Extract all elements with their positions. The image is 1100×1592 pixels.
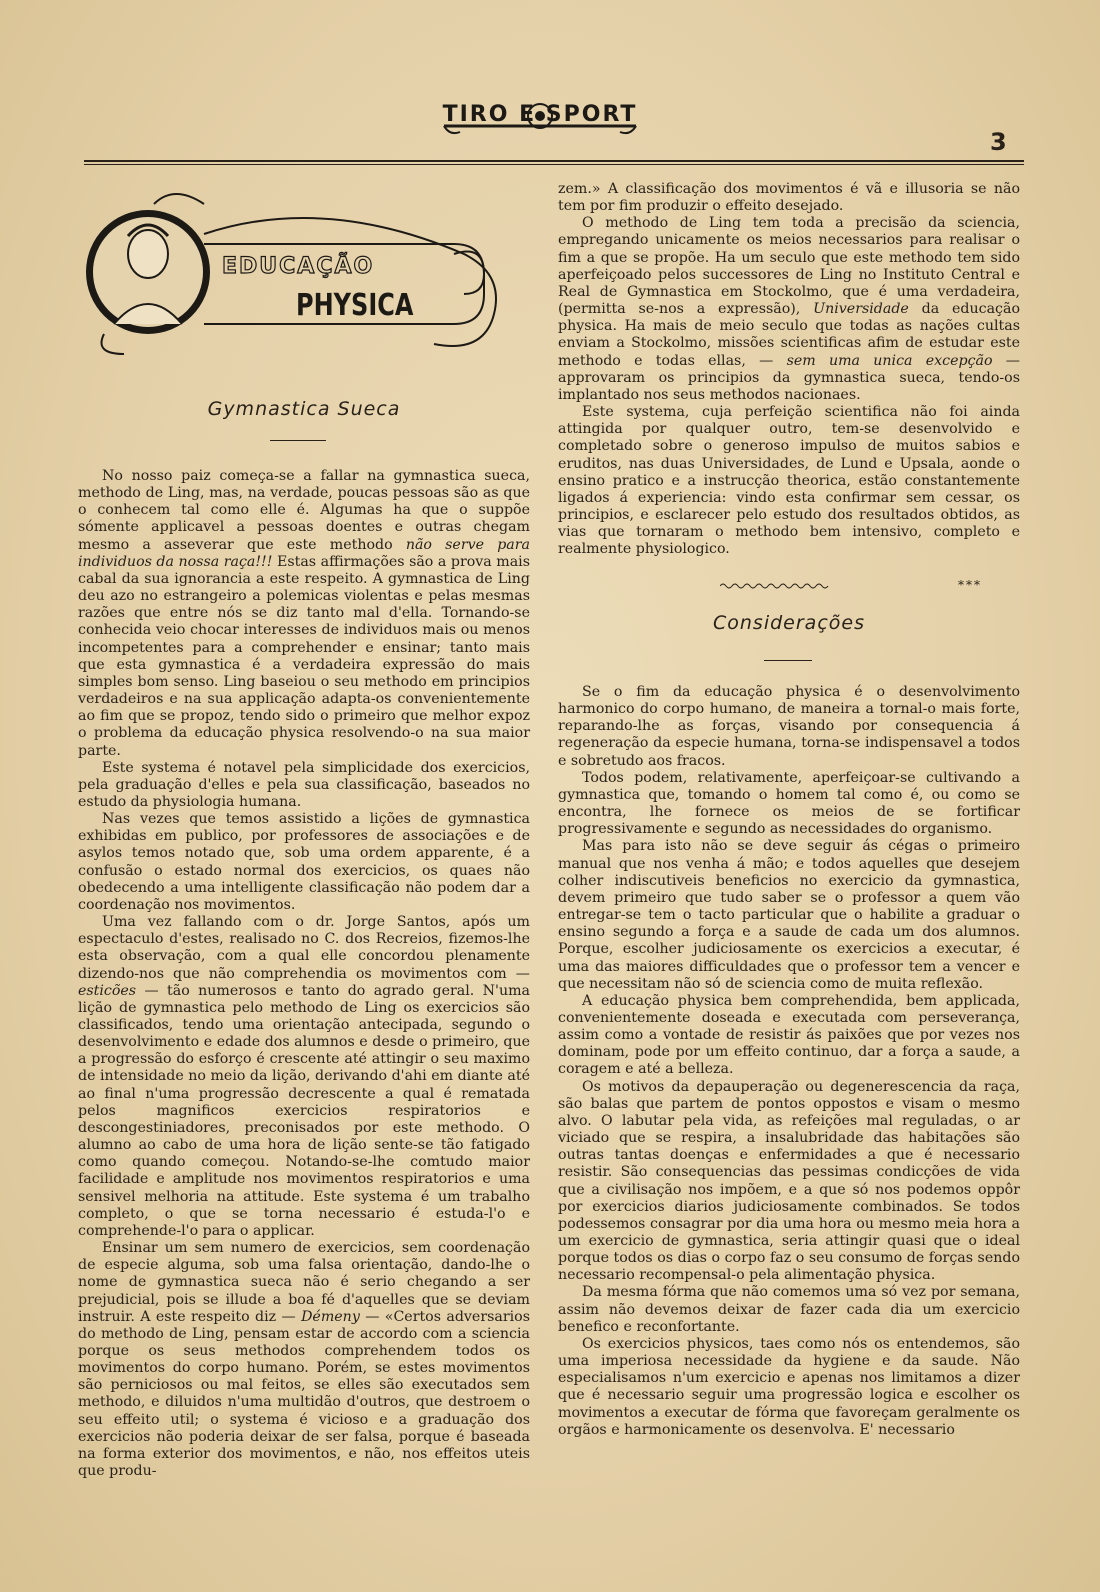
article1-paragraph-2: Este systema é notavel pela simplicidade dos exercicios, pela graduação d'elles e pela sua classificação, baseados no estudo da physiologia humana. [78, 759, 530, 810]
article1-column-left [78, 468, 530, 1480]
article2-paragraph-6: Da mesma fórma que não comemos uma só vez por semana, assim não devemos deixar de fazer cada dia um exercicio benefico e reconfortante. [558, 1284, 1020, 1335]
article1-paragraph-4: Uma vez fallando com o dr. Jorge Santos, após um espectaculo d'estes, realisado no C. dos Recreios, fizemos-lhe esta observação, com a qual elle concordou plenamente dizendo-nos que não comprehendia os movimentos com — esticões — tão numerosos e tanto do agrado geral. N'uma lição de gymnastica pelo methodo de Ling os exercicios são classificados, tendo uma orientação antecipada, segundo o desenvolvimento e edade dos alumnos e desde o primeiro, que a progressão do esforço é crescente até attingir o seu maximo de intensidade no meio da lição, derivando d'ahi em diante até ao final n'uma progressão decrescente a qual é rematada pelos magnificos exercicios respiratorios e descongestiniadores, preconisados por este methodo. O alumno ao cabo de uma hora de lição sente-se tão fatigado como quando começou. Notando-se-lhe comtudo maior facilidade e amplitude nos movimentos respiratorios e uma sensivel melhoria na attitude. Este systema é um trabalho completo, o que se torna necessario é estuda-l'o e comprehende-l'o para o applicar. [78, 914, 530, 1239]
article2-paragraph-7: Os exercicios physicos, taes como nós os entendemos, são uma imperiosa necessidade da hygiene e da saude. Não especialisamos n'um exercicio e apenas nos limitamos a dizer que é necessario seguir uma progressão logica e escolher os movimentos a executar de fórma que favoreçam geralmente os orgãos e harmonicamente os desenvolva. E' necessario [558, 1335, 1020, 1438]
article1-paragraph-8: Este systema, cuja perfeição scientifica não foi ainda attingida por qualquer outro, tem-se desenvolvido e completado sobre o generoso impulso de muitos sabios e eruditos, nas duas Universidades, de Lund e Upsala, aonde o ensino pratico e a instrucção theorica, estão constantemente ligados á experiencia: vindo esta confirmar sem cessar, os principios, e esclarecer pelo estudo dos resultados obtidos, as vias que tornaram o methodo bem intensivo, completo e realmente physiologico. [558, 404, 1020, 558]
article1-paragraph-7: O methodo de Ling tem toda a precisão da sciencia, empregando unicamente os meios necessarios para realisar o fim a que se propõe. Ha um seculo que este methodo tem sido aperfeiçoado pelos successores de Ling no Instituto Central e Real de Gymnastica em Stockolmo, que é uma verdadeira, (permitta se-nos a expressão), Universidade da educação physica. Ha mais de meio seculo que todas as nações cultas enviam a Stockolmo, missões scientificas afim de estudar este methodo e todas ellas, — sem uma unica excepção — approvaram os principios da gymnastica sueca, tendo-os implantado nos seus methodos nacionaes. [558, 215, 1021, 403]
article2-column [558, 684, 1020, 1439]
wave-separator [720, 582, 830, 590]
article2-paragraph-1: Se o fim da educação physica é o desenvolvimento harmonico do corpo humano, de maneira a tornal-o mais forte, reparando-lhe as forças, visando por consequencia á regeneração da especie humana, torna-se indispensavel a todos e sobretudo aos fracos. [558, 684, 1020, 769]
masthead-title: TIRO E SPORT [442, 102, 638, 127]
article2-paragraph-4: A educação physica bem comprehendida, bem applicada, convenientemente doseada e executada com perseverança, assim como a vontade de resistir ás paixões que por vezes nos dominam, pode por um effeito continuo, dar a força a saude, a coragem e até a belleza. [558, 992, 1020, 1078]
article1-title: Gymnastica Sueca [207, 398, 401, 420]
article2-title: Considerações [713, 612, 865, 634]
article1-paragraph-6: zem.» A classificação dos movimentos é vã e illusoria se não tem por fim produzir o effeito desejado. [558, 181, 1020, 215]
section-heading-line1: EDUCAÇÃO [222, 254, 375, 279]
article2-paragraph-3: Mas para isto não se deve seguir ás cégas o primeiro manual que nos venha á mão; e todos aquelles que desejem colher indiscutiveis beneficios no exercicio da gymnastica, devem primeiro que tudo saber se o professor a quem vão entregar-se tem o tacto particular que o habilite a graduar o ensino segundo a força e a saude de cada um dos alumnos. Porque, escolher judiciosamente os exercicios a executar, é uma das maiores difficuldades que o professor tem a vencer e que necessitam não só de sciencia como de muita reflexão. [558, 838, 1020, 992]
article1-title-rule [270, 440, 326, 441]
masthead-logo [440, 96, 640, 146]
article2-title-rule [764, 660, 812, 661]
article1-signature: *** [958, 578, 982, 592]
article2-paragraph-2: Todos podem, relativamente, aperfeiçoar-se cultivando a gymnastica que, tomando o homem tal como é, ou como se encontra, lhe fornece os meios de se fortificar progressivamente e segundo as necessidades do organismo. [558, 769, 1020, 838]
header-rule-thin [84, 164, 1024, 165]
page-number: 3 [990, 128, 1007, 156]
article1-paragraph-3: Nas vezes que temos assistido a lições de gymnastica exhibidas em publico, por professores de associações e de asylos temos notado que, sob uma ordem apparente, é a confusão o estado normal dos exercicios, os quaes não obedecendo a uma intelligente classificação não podem dar a coordenação nos movimentos. [78, 811, 530, 913]
article1-paragraph-5: Ensinar um sem numero de exercicios, sem coordenação de especie alguma, sob uma falsa orientação, dando-lhe o nome de gymnastica sueca não é serio chegando a ser prejudicial, pois se illude a boa fé d'aquelles que se deviam instruir. A este respeito diz — Démeny — «Certos adversarios do methodo de Ling, pensam estar de accordo com a sciencia porque os seus methodos comprehendem todos os movimentos do corpo humano. Porém, se estes movimentos são perniciosos ou mal feitos, se elles são executados sem methodo, e diluidos n'uma multidão d'outros, que destroem o seu effeito util; o systema é vicioso e a graduação dos exercicios não poderia deixar de ser falsa, porque é baseada na forma exterior dos movimentos, e não, nos effeitos uteis que produ- [78, 1240, 530, 1480]
section-heading-line2: PHYSICA [296, 288, 414, 323]
header-rule [84, 160, 1024, 162]
article2-paragraph-5: Os motivos da depauperação ou degenerescencia da raça, são balas que partem de pontos oppostos e visam o mesmo alvo. O labutar pela vida, as refeições mal reguladas, o ar viciado que se respira, a insalubridade das habitações são outras tantas doenças e enfermidades a que é necessario resistir. São consequencias das pessimas condicções de vida que a civilisação nos impõem, e a que só nos podemos oppôr por exercicios diarios judiciosamente combinados. Se todos podessemos consagrar por dia uma hora ou mesmo meia hora a um exercicio de gymnastica, seria attingir quasi que o ideal porque todos os dias o corpo faz o seu consumo de forças sendo necessario recompensal-o pela alimentação physica. [558, 1078, 1020, 1284]
article1-paragraph-1: No nosso paiz começa-se a fallar na gymnastica sueca, methodo de Ling, mas, na verdade, poucas pessoas são as que o conhecem tal como elle é. Algumas ha que o suppõe sómente applicavel a pessoas doentes e outras chegam mesmo a asseverar que este methodo não serve para individuos da nossa raça!!! Estas affirmações são a prova mais cabal da sua ignorancia a este respeito. A gymnastica de Ling deu azo no estrangeiro a polemicas violentas e pelas mesmas razões que entre nós se diz tanto mal d'ella. Tornando-se conhecida veio chocar interesses de individuos mais ou menos incompetentes para a comprehender e ensinar; tanto mais que esta gymnastica é a verdadeira expressão do mais simples bom senso. Ling baseiou o seu methodo em principios verdadeiros e na sua applicação adapta-os convenientemente ao fim que se propoz, tendo sido o primeiro que melhor expoz o problema da educação physica resolvendo-o na sua maior parte. [78, 468, 531, 759]
article1-column-right [558, 181, 1020, 558]
